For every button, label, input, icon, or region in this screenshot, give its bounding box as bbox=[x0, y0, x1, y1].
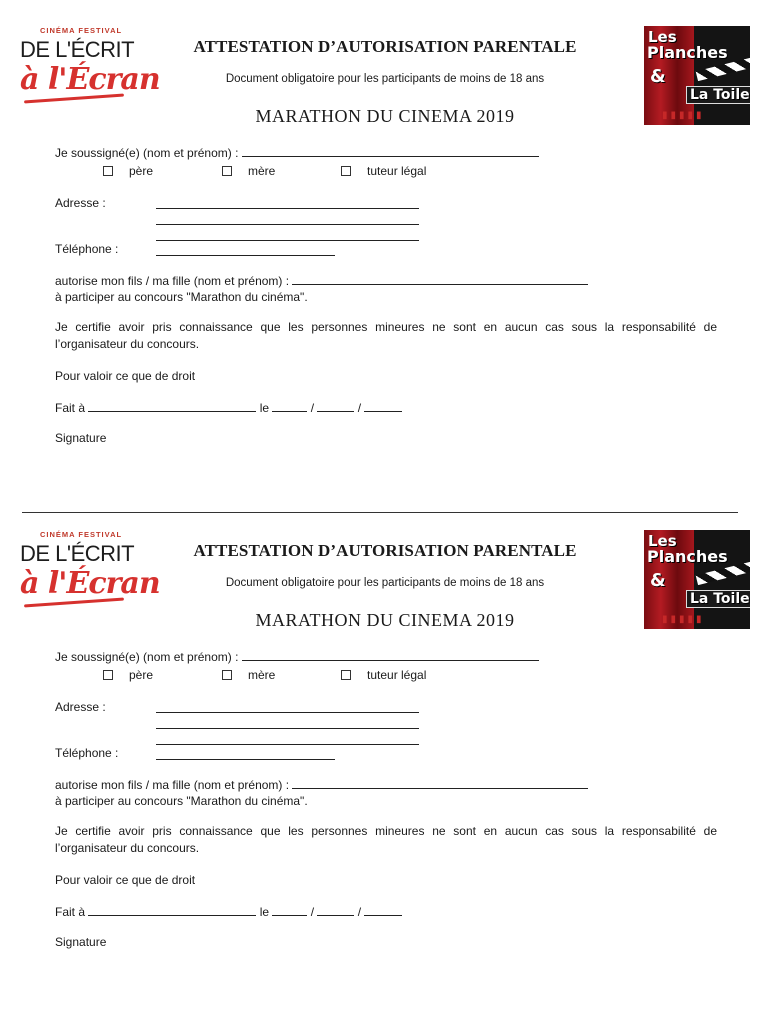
logo-right-line1: Les bbox=[648, 532, 677, 550]
certify-paragraph: Je certifie avoir pris connaissance que les personnes mineures ne sont en aucun cas sous la responsabilité de l’organisateur du concours. bbox=[55, 320, 717, 351]
logo-big-text: DE L'ÉCRIT bbox=[20, 37, 135, 62]
address-line-2[interactable] bbox=[156, 224, 419, 225]
participate-text: à participer au concours "Marathon du cinéma". bbox=[55, 290, 308, 304]
option-mother-label: mère bbox=[248, 668, 276, 682]
undersigned-name-field[interactable] bbox=[242, 145, 539, 157]
checkbox-mother[interactable] bbox=[222, 670, 232, 680]
signature-label: Signature bbox=[55, 431, 107, 445]
year-field[interactable] bbox=[364, 400, 402, 412]
logo-right-line3: & bbox=[650, 66, 666, 87]
place-field[interactable] bbox=[88, 904, 256, 916]
logo-right-line4: La Toile bbox=[686, 86, 750, 104]
fait-row bbox=[55, 904, 402, 919]
logo-right-line1: Les bbox=[648, 28, 677, 46]
logo-big-text: DE L'ÉCRIT bbox=[20, 541, 135, 566]
month-field[interactable] bbox=[317, 904, 354, 916]
les-planches-logo bbox=[644, 26, 750, 125]
undersigned-label: Je soussigné(e) (nom et prénom) : bbox=[55, 146, 239, 160]
checkbox-guardian[interactable] bbox=[341, 166, 351, 176]
logo-right-line2: Planches bbox=[647, 547, 728, 566]
date-separator: / bbox=[357, 905, 362, 919]
logo-script-text: à l'Écran bbox=[20, 62, 160, 97]
valoir-text: Pour valoir ce que de droit bbox=[55, 873, 196, 887]
place-field[interactable] bbox=[88, 400, 256, 412]
phone-label: Téléphone : bbox=[55, 746, 119, 760]
relationship-options bbox=[103, 164, 153, 178]
le-label: le bbox=[259, 401, 270, 415]
address-label: Adresse : bbox=[55, 196, 106, 210]
relationship-options bbox=[103, 668, 153, 682]
date-separator: / bbox=[357, 401, 362, 415]
address-line-2[interactable] bbox=[156, 728, 419, 729]
authorization-form-2 bbox=[0, 504, 770, 1004]
option-mother bbox=[222, 668, 275, 682]
logo-small-text: CINÉMA FESTIVAL bbox=[40, 26, 123, 35]
child-name-field[interactable] bbox=[292, 273, 588, 285]
authorization-form-1 bbox=[0, 0, 770, 500]
undersigned-row bbox=[55, 649, 539, 664]
phone-field[interactable] bbox=[156, 255, 335, 256]
event-title: MARATHON DU CINEMA 2019 bbox=[255, 610, 515, 630]
day-field[interactable] bbox=[272, 400, 307, 412]
checkbox-guardian[interactable] bbox=[341, 670, 351, 680]
address-line-3[interactable] bbox=[156, 744, 419, 745]
fait-label: Fait à bbox=[55, 905, 86, 919]
checkbox-father[interactable] bbox=[103, 166, 113, 176]
child-name-field[interactable] bbox=[292, 777, 588, 789]
logo-script-text: à l'Écran bbox=[20, 566, 160, 601]
signature-label: Signature bbox=[55, 935, 107, 949]
event-title: MARATHON DU CINEMA 2019 bbox=[255, 106, 515, 126]
checkbox-mother[interactable] bbox=[222, 166, 232, 176]
checkbox-father[interactable] bbox=[103, 670, 113, 680]
option-guardian-label: tuteur légal bbox=[367, 164, 427, 178]
form-title: ATTESTATION D’AUTORISATION PARENTALE bbox=[193, 37, 577, 56]
cinema-seats-graphic: ▮▮▮▮▮ bbox=[662, 614, 705, 625]
logo-right-line2: Planches bbox=[647, 43, 728, 62]
les-planches-logo bbox=[644, 530, 750, 629]
certify-paragraph: Je certifie avoir pris connaissance que les personnes mineures ne sont en aucun cas sous la responsabilité de l’organisateur du concours. bbox=[55, 824, 717, 855]
date-separator: / bbox=[310, 401, 315, 415]
undersigned-row bbox=[55, 145, 539, 160]
undersigned-label: Je soussigné(e) (nom et prénom) : bbox=[55, 650, 239, 664]
fait-label: Fait à bbox=[55, 401, 86, 415]
date-separator: / bbox=[310, 905, 315, 919]
option-mother bbox=[222, 164, 275, 178]
festival-logo bbox=[18, 26, 160, 106]
undersigned-name-field[interactable] bbox=[242, 649, 539, 661]
form-title: ATTESTATION D’AUTORISATION PARENTALE bbox=[193, 541, 577, 560]
festival-logo bbox=[18, 530, 160, 610]
month-field[interactable] bbox=[317, 400, 354, 412]
option-guardian-label: tuteur légal bbox=[367, 668, 427, 682]
logo-right-line4: La Toile bbox=[686, 590, 750, 608]
authorize-row bbox=[55, 777, 588, 792]
option-father-label: père bbox=[129, 164, 154, 178]
phone-label: Téléphone : bbox=[55, 242, 119, 256]
form-subtitle: Document obligatoire pour les participants de moins de 18 ans bbox=[225, 577, 545, 589]
cinema-seats-graphic: ▮▮▮▮▮ bbox=[662, 110, 705, 121]
address-label: Adresse : bbox=[55, 700, 106, 714]
logo-small-text: CINÉMA FESTIVAL bbox=[40, 530, 123, 539]
phone-field[interactable] bbox=[156, 759, 335, 760]
authorize-label: autorise mon fils / ma fille (nom et prénom) : bbox=[55, 778, 290, 792]
option-guardian bbox=[341, 164, 426, 178]
address-line-1[interactable] bbox=[156, 712, 419, 713]
address-line-1[interactable] bbox=[156, 208, 419, 209]
valoir-text: Pour valoir ce que de droit bbox=[55, 369, 196, 383]
option-mother-label: mère bbox=[248, 164, 276, 178]
year-field[interactable] bbox=[364, 904, 402, 916]
option-guardian bbox=[341, 668, 426, 682]
address-line-3[interactable] bbox=[156, 240, 419, 241]
le-label: le bbox=[259, 905, 270, 919]
day-field[interactable] bbox=[272, 904, 307, 916]
option-father-label: père bbox=[129, 668, 154, 682]
authorize-label: autorise mon fils / ma fille (nom et prénom) : bbox=[55, 274, 290, 288]
fait-row bbox=[55, 400, 402, 415]
participate-text: à participer au concours "Marathon du cinéma". bbox=[55, 794, 308, 808]
authorize-row bbox=[55, 273, 588, 288]
logo-right-line3: & bbox=[650, 570, 666, 591]
form-subtitle: Document obligatoire pour les participants de moins de 18 ans bbox=[225, 73, 545, 85]
